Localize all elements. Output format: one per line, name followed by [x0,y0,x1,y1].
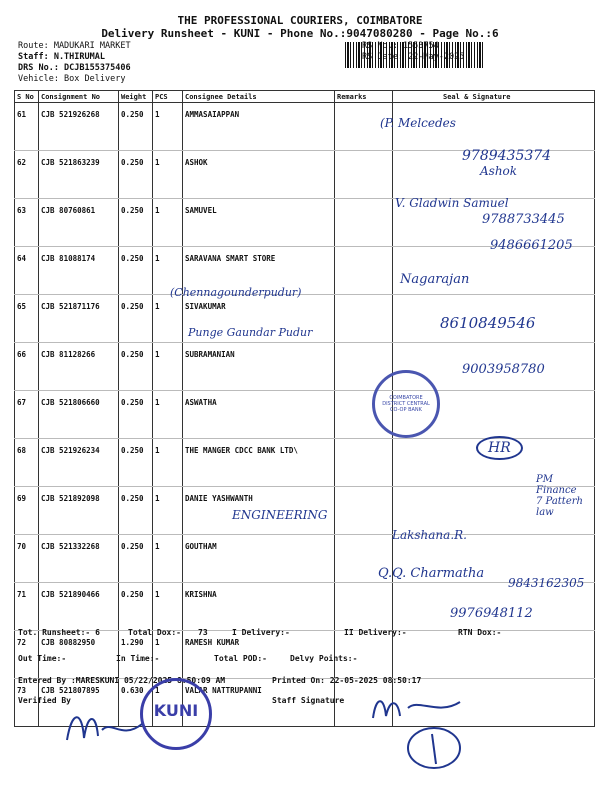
col-remarks: Remarks [335,91,393,103]
row-sno: 66 [15,343,39,391]
row-sno: 71 [15,583,39,631]
kuni-stamp-text: KUNI [153,701,199,720]
row-pcs: 1 [153,151,183,199]
phone-73: 9976948112 [450,606,533,621]
phone-72: 9843162305 [508,576,585,590]
row-weight: 0.250 [119,199,153,247]
row-consignment-no: CJB 81088174 [39,247,119,295]
row-consignee: GOUTHAM [183,535,335,583]
signature-62: Ashok [480,164,518,178]
row-consignment-no: CJB 521926234 [39,439,119,487]
col-sno: S No [15,91,39,103]
row-consignee: DANIE YASHWANTH [183,487,335,535]
row-pcs: 1 [153,391,183,439]
phone-66: 8610849546 [440,314,536,332]
row-consignment-no: CJB 521871176 [39,295,119,343]
staff: Staff: N.THIRUMAL [18,52,105,62]
col-consignee: Consignee Details [183,91,335,103]
signature-72: Q.Q. Charmatha [378,566,485,581]
row-consignee: SARAVANA SMART STORE [183,247,335,295]
printed-on: Printed On: 22-05-2025 08:50:17 [272,676,422,685]
row-remarks [335,487,393,535]
company-title: THE PROFESSIONAL COURIERS, COIMBATORE [177,14,423,27]
row-weight: 0.250 [119,583,153,631]
note-65: (Chennagounderpudur) [170,286,302,299]
signature-69: HR [476,436,523,460]
delvy-points: Delvy Points:- [290,654,358,663]
drs-number: DRS No.: DCJB155375406 [18,63,131,73]
row-consignee: VALAR NATTRUPANNI [183,679,335,727]
row-sno: 64 [15,247,39,295]
row-remarks [335,151,393,199]
row-remarks [335,583,393,631]
row-consignment-no: CJB 521892098 [39,487,119,535]
row-consignee: SIVAKUMAR [183,295,335,343]
row-remarks [335,439,393,487]
row-weight: 0.250 [119,151,153,199]
total-dox: Total Dox:- [128,628,181,637]
row-remarks [335,295,393,343]
route-info [18,41,131,85]
note-66: Punge Gaundar Pudur [188,326,313,339]
vehicle: Vehicle: Box Delivery [18,74,126,84]
note-70: PM Finance 7 Patterh law [536,474,583,518]
out-time: Out Time:- [18,654,67,663]
rs-date: RS Date: 22-May-2025 [362,52,465,62]
row-consignment-no: CJB 521806660 [39,391,119,439]
row-sno: 68 [15,439,39,487]
table-row [15,391,595,439]
row-weight: 0.250 [119,295,153,343]
row-sno: 73 [15,679,39,727]
row-pcs: 1 [153,439,183,487]
row-consignee: ASWATHA [183,391,335,439]
phone-63: 9788733445 [482,212,565,227]
row-consignee: AMMASAIAPPAN [183,103,335,151]
col-weight: Weight [119,91,153,103]
total-dox-value: 73 [198,628,208,637]
row-sno: 63 [15,199,39,247]
row-weight: 0.250 [119,487,153,535]
col-signature: Seal & Signature [393,91,595,103]
row-weight: 1.290 [119,631,153,679]
tot-runsheet: Tot. Runsheet:- 6 [18,628,100,637]
phone-67: 9003958780 [462,362,545,377]
row-pcs: 1 [153,247,183,295]
col-consignment: Consignment No [39,91,119,103]
ii-delivery: II Delivery:- [344,628,407,637]
total-pod: Total POD:- [214,654,267,663]
i-delivery: I Delivery:- [232,628,290,637]
footer-line-1 [14,628,594,640]
row-consignee: RAMESH KUMAR [183,631,335,679]
row-pcs: 1 [153,295,183,343]
row-consignment-no: CJB 521807895 [39,679,119,727]
row-consignment-no: CJB 81128266 [39,343,119,391]
verifier-signature-icon [62,700,152,750]
row-consignee: THE MANGER CDCC BANK LTD\ [183,439,335,487]
row-weight: 0.250 [119,439,153,487]
row-consignment-no: CJB 521926268 [39,103,119,151]
row-sno: 65 [15,295,39,343]
bank-seal-text: COIMBATORE DISTRICT CENTRAL CO-OP BANK [382,395,430,413]
verified-by: Verified By [18,696,71,705]
rs-info [362,41,464,63]
row-pcs: 1 [153,487,183,535]
row-pcs: 1 [153,631,183,679]
bank-seal-icon [372,370,440,438]
row-weight: 0.250 [119,391,153,439]
signature-61: (P. Melcedes [380,116,456,130]
row-sno: 72 [15,631,39,679]
row-consignee: ASHOK [183,151,335,199]
scribble-icon [402,718,472,778]
phone-64: 9486661205 [490,238,573,253]
table-header [15,91,595,103]
row-consignment-no: CJB 521332268 [39,535,119,583]
table-row [15,103,595,151]
row-pcs: 1 [153,679,183,727]
row-pcs: 1 [153,583,183,631]
staff-signature: Staff Signature [272,696,345,705]
row-signature [393,247,595,295]
signature-63: V. Gladwin Samuel [395,196,509,210]
footer-line-2 [14,654,594,666]
row-pcs: 1 [153,343,183,391]
row-sno: 67 [15,391,39,439]
row-consignment-no: CJB 521863239 [39,151,119,199]
signature-71: Lakshana.R. [392,528,467,542]
row-weight: 0.250 [119,343,153,391]
route: Route: MADUKARI MARKET [18,41,131,51]
row-weight: 0.250 [119,103,153,151]
row-sno: 70 [15,535,39,583]
row-pcs: 1 [153,199,183,247]
rtn-dox: RTN Dox:- [458,628,502,637]
row-sno: 61 [15,103,39,151]
phone-62: 9789435374 [462,148,552,164]
row-consignment-no: CJB 80760861 [39,199,119,247]
col-pcs: PCS [153,91,183,103]
rs-number: RS No.: 1553754 [362,41,439,51]
row-consignee: SAMUVEL [183,199,335,247]
row-consignment-no: CJB 521890466 [39,583,119,631]
row-consignment-no: CJB 80882950 [39,631,119,679]
row-remarks [335,199,393,247]
signature-65: Nagarajan [400,272,470,287]
entered-by: Entered By :MARESKUNI 05/22/2025 8:50:09 AM [18,676,226,685]
row-consignee: SUBRAMANIAN [183,343,335,391]
row-pcs: 1 [153,103,183,151]
row-sno: 62 [15,151,39,199]
row-remarks [335,247,393,295]
row-pcs: 1 [153,535,183,583]
in-time: In Time:- [116,654,160,663]
table-row [15,247,595,295]
row-weight: 0.250 [119,535,153,583]
row-weight: 0.250 [119,247,153,295]
row-weight: 0.630 [119,679,153,727]
row-consignee: KRISHNA [183,583,335,631]
note-71: ENGINEERING [232,508,328,522]
runsheet-subtitle: Delivery Runsheet - KUNI - Phone No.:9047080280 - Page No.:6 [101,27,499,40]
footer-line-3 [14,676,594,688]
row-sno: 69 [15,487,39,535]
